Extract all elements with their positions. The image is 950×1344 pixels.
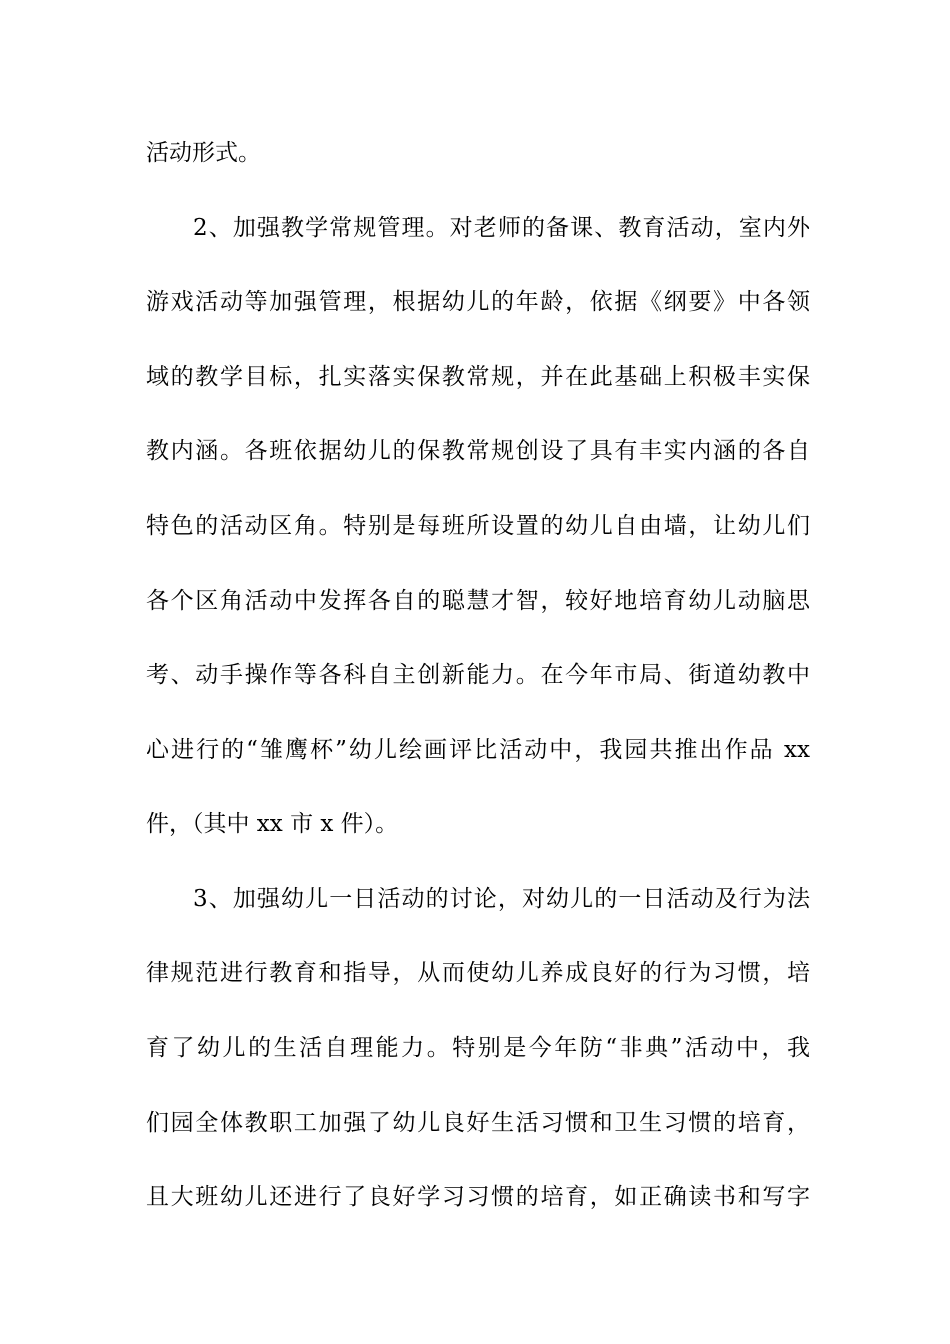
text-line: 考、动手操作等各科自主创新能力。在今年市局、街道幼教中 xyxy=(146,662,810,688)
text-line: 教内涵。各班依据幼儿的保教常规创设了具有丰实内涵的各自 xyxy=(146,438,810,464)
text-line: 游戏活动等加强管理，根据幼儿的年龄，依据《纲要》中各领 xyxy=(146,289,810,315)
text-line: 件，（其中 xx 市 x 件）。 xyxy=(146,811,399,837)
text-line: 活动形式。 xyxy=(146,140,261,166)
text-line: 们园全体教职工加强了幼儿良好生活习惯和卫生习惯的培育， xyxy=(146,1110,810,1136)
text-line: 各个区角活动中发挥各自的聪慧才智，较好地培育幼儿动脑思 xyxy=(146,588,810,614)
paragraph-start-line: 2、加强教学常规管理。对老师的备课、教育活动，室内外 xyxy=(193,215,810,241)
paragraph-start-line: 3、加强幼儿一日活动的讨论，对幼儿的一日活动及行为法 xyxy=(193,886,810,912)
text-line: 且大班幼儿还进行了良好学习习惯的培育，如正确读书和写字 xyxy=(146,1184,810,1210)
text-line: 特色的活动区角。特别是每班所设置的幼儿自由墙，让幼儿们 xyxy=(146,513,810,539)
text-line: 域的教学目标，扎实落实保教常规，并在此基础上积极丰实保 xyxy=(146,364,810,390)
text-line: 律规范进行教育和指导，从而使幼儿养成良好的行为习惯，培 xyxy=(146,960,810,986)
text-line: 心进行的“雏鹰杯”幼儿绘画评比活动中，我园共推出作品 xx xyxy=(146,737,810,763)
text-line: 育了幼儿的生活自理能力。特别是今年防“非典”活动中，我 xyxy=(146,1035,810,1061)
